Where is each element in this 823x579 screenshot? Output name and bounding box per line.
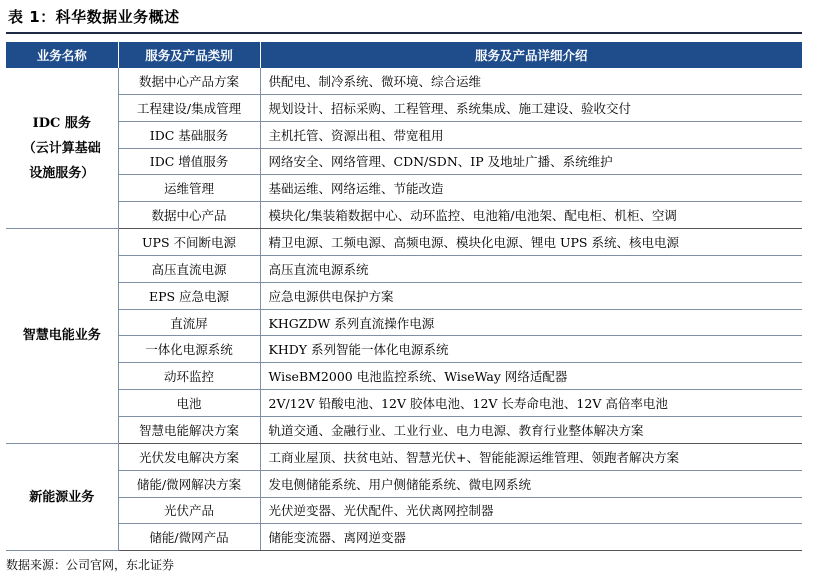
table-body <box>6 68 802 551</box>
detail-cell: 网络安全、网络管理、CDN/SDN、IP 及地址广播、系统维护 <box>260 148 802 175</box>
table-row <box>6 390 802 417</box>
detail-cell: 高压直流电源系统 <box>260 255 802 282</box>
detail-cell: 发电侧储能系统、用户侧储能系统、微电网系统 <box>260 470 802 497</box>
business-name-line: 智慧电能业务 <box>22 328 101 344</box>
category-cell: 数据中心产品方案 <box>118 68 260 94</box>
detail-cell: WiseBM2000 电池监控系统、WiseWay 网络适配器 <box>260 363 802 390</box>
table-row <box>6 148 802 175</box>
detail-cell: KHGZDW 系列直流操作电源 <box>260 309 802 336</box>
category-cell: 储能/微网解决方案 <box>118 470 260 497</box>
detail-cell: 规划设计、招标采购、工程管理、系统集成、施工建设、验收交付 <box>260 94 802 121</box>
category-cell: 智慧电能解决方案 <box>118 416 260 443</box>
table-row <box>6 68 802 94</box>
table-row <box>6 202 802 229</box>
header-business-name: 业务名称 <box>6 42 118 68</box>
detail-cell: KHDY 系列智能一体化电源系统 <box>260 336 802 363</box>
header-category: 服务及产品类别 <box>118 42 260 68</box>
category-cell: 一体化电源系统 <box>118 336 260 363</box>
detail-cell: 基础运维、网络运维、节能改造 <box>260 175 802 202</box>
category-cell: 光伏发电解决方案 <box>118 443 260 470</box>
header-detail: 服务及产品详细介绍 <box>260 42 802 68</box>
table-header-row <box>6 42 802 68</box>
category-cell: 工程建设/集成管理 <box>118 94 260 121</box>
table-row <box>6 497 802 524</box>
category-cell: 高压直流电源 <box>118 255 260 282</box>
detail-cell: 储能变流器、离网逆变器 <box>260 524 802 551</box>
table-row <box>6 363 802 390</box>
category-cell: 电池 <box>118 390 260 417</box>
detail-cell: 轨道交通、金融行业、工业行业、电力电源、教育行业整体解决方案 <box>260 416 802 443</box>
detail-cell: 2V/12V 铅酸电池、12V 胶体电池、12V 长寿命电池、12V 高倍率电池 <box>260 390 802 417</box>
category-cell: 直流屏 <box>118 309 260 336</box>
category-cell: IDC 增值服务 <box>118 148 260 175</box>
detail-cell: 供配电、制冷系统、微环境、综合运维 <box>260 68 802 94</box>
business-name-line: 新能源业务 <box>29 489 95 505</box>
business-name-line: （云计算基础 <box>22 140 101 156</box>
business-name-cell <box>6 68 118 229</box>
business-name-line: 设施服务） <box>29 165 95 181</box>
business-name-cell <box>6 443 118 550</box>
title-rule <box>6 32 802 34</box>
detail-cell: 主机托管、资源出租、带宽租用 <box>260 121 802 148</box>
table-row <box>6 524 802 551</box>
business-name-cell <box>6 229 118 444</box>
detail-cell: 光伏逆变器、光伏配件、光伏离网控制器 <box>260 497 802 524</box>
table-row <box>6 229 802 256</box>
table-row <box>6 121 802 148</box>
category-cell: IDC 基础服务 <box>118 121 260 148</box>
table-row <box>6 255 802 282</box>
category-cell: 动环监控 <box>118 363 260 390</box>
table-row <box>6 416 802 443</box>
data-source-note: 数据来源：公司官网，东北证券 <box>6 558 175 572</box>
table-row <box>6 94 802 121</box>
table-title: 表 1：科华数据业务概述 <box>8 8 180 26</box>
category-cell: UPS 不间断电源 <box>118 229 260 256</box>
category-cell: 数据中心产品 <box>118 202 260 229</box>
detail-cell: 工商业屋顶、扶贫电站、智慧光伏+、智能能源运维管理、领跑者解决方案 <box>260 443 802 470</box>
table-row <box>6 309 802 336</box>
table-row <box>6 443 802 470</box>
business-name-line: IDC 服务 <box>32 115 91 131</box>
category-cell: 储能/微网产品 <box>118 524 260 551</box>
category-cell: 光伏产品 <box>118 497 260 524</box>
category-cell: EPS 应急电源 <box>118 282 260 309</box>
table-row <box>6 175 802 202</box>
table-row <box>6 282 802 309</box>
detail-cell: 应急电源供电保护方案 <box>260 282 802 309</box>
detail-cell: 精卫电源、工频电源、高频电源、模块化电源、锂电 UPS 系统、核电电源 <box>260 229 802 256</box>
table-row <box>6 470 802 497</box>
detail-cell: 模块化/集装箱数据中心、动环监控、电池箱/电池架、配电柜、机柜、空调 <box>260 202 802 229</box>
business-overview-table <box>6 42 802 551</box>
table-row <box>6 336 802 363</box>
category-cell: 运维管理 <box>118 175 260 202</box>
